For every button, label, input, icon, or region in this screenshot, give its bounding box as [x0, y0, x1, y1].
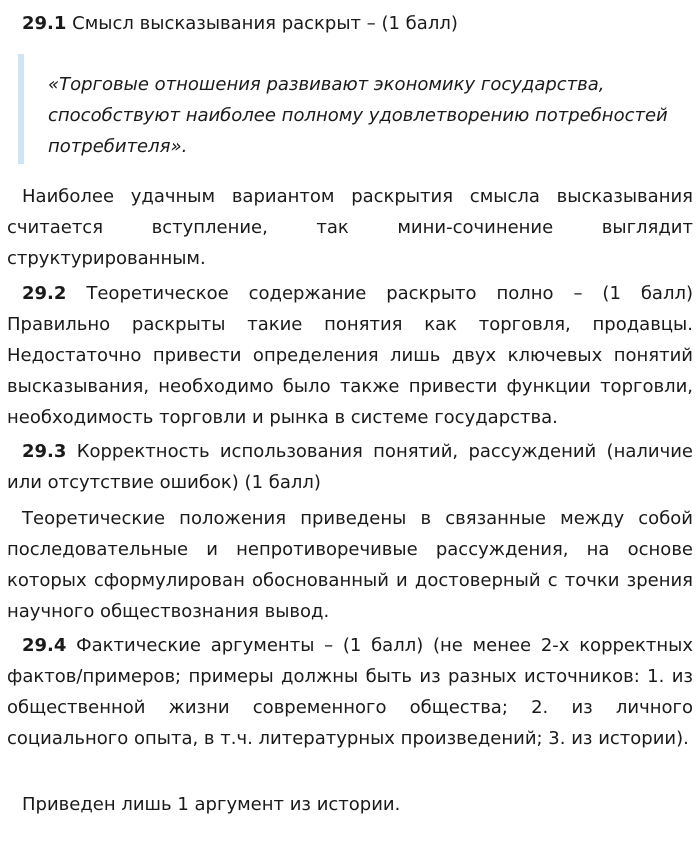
comment-paragraph: Наиболее удачным вариантом раскрытия смысла высказывания считается вступление, так мини-сочинение выглядит структурированным.	[7, 186, 693, 269]
criterion-number: 29.4	[22, 635, 67, 656]
criterion-number: 29.3	[22, 441, 67, 462]
criterion-29-2	[7, 278, 693, 433]
criterion-29-3	[7, 436, 693, 498]
comment-paragraph: Теоретические положения приведены в связанные между собой последовательные и непротиворечивые рассуждения, на основе которых сформулирован обоснованный и достоверный с точки зрения научного обществознания вывод.	[7, 508, 693, 622]
criterion-text: Смысл высказывания раскрыт – (1 балл)	[72, 13, 458, 34]
criterion-number: 29.1	[22, 13, 67, 34]
criterion-29-1	[7, 8, 693, 39]
criterion-number: 29.2	[22, 283, 67, 304]
quote-text: «Торговые отношения развивают экономику государства, способствуют наиболее полному удовлетворению потребностей потребителя».	[48, 74, 668, 157]
comment-paragraph: Приведен лишь 1 аргумент из истории.	[22, 794, 401, 815]
criterion-text: Теоретическое содержание раскрыто полно – (1 балл) Правильно раскрыты такие понятия как торговля, продавцы. Недостаточно привести определения лишь двух ключевых понятий высказывания, необходимо было также привести функции торговли, необходимость торговли и рынка в системе государства.	[7, 283, 693, 428]
blockquote	[18, 54, 668, 164]
criterion-text: Корректность использования понятий, рассуждений (наличие или отсутствие ошибок) (1 балл)	[7, 441, 693, 493]
criterion-text: Фактические аргументы – (1 балл) (не менее 2-х корректных фактов/примеров; примеры должны быть из разных источников: 1. из общественной жизни современного общества; 2. из личного социального опыта, в т.ч. литературных произведений; 3. из истории).	[7, 635, 693, 749]
criterion-29-4	[7, 630, 693, 754]
